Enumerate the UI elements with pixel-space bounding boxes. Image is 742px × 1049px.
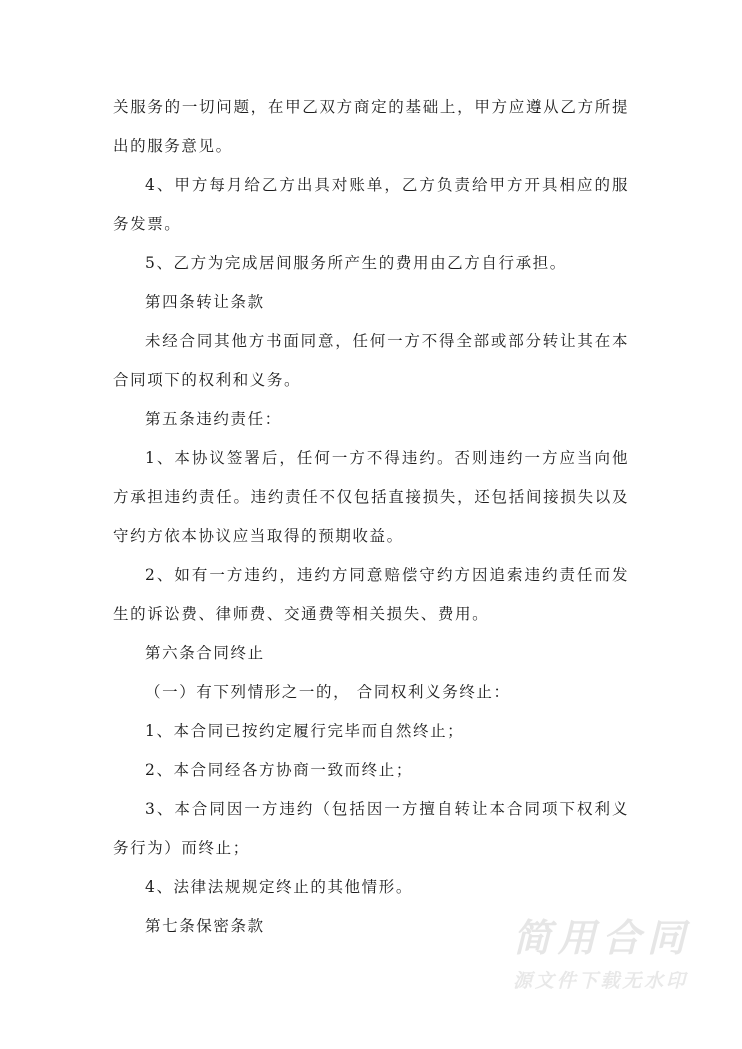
sub-heading-termination-conditions [113,673,628,712]
text-line: 守约方依本协议应当取得的预期收益。 [113,527,404,545]
text-line: 关服务的一切问题，在甲乙双方商定的基础上，甲方应遵从乙方所提 [113,98,628,116]
text-line: 4、甲方每月给乙方出具对账单，乙方负责给甲方开具相应的服 [145,176,628,194]
section-heading: 第四条转让条款 [145,293,265,311]
text-line: 未经合同其他方书面同意，任何一方不得全部或部分转让其在本 [145,332,628,350]
text-line: 2、如有一方违约，违约方同意赔偿守约方因追索违约责任而发 [145,566,628,584]
text-line: 出的服务意见。 [113,137,233,155]
list-item-5 [113,244,628,283]
list-item-breach-2 [113,556,628,634]
text-line: 1、本合同已按约定履行完毕而自然终止； [145,722,465,740]
text-line: 生的诉讼费、律师费、交通费等相关损失、费用。 [113,605,490,623]
text-line: 4、法律法规规定终止的其他情形。 [145,878,413,896]
text-line: 务发票。 [113,215,182,233]
sub-heading: （一）有下列情形之一的， 合同权利义务终止： [145,683,511,701]
paragraph-continuation [113,88,628,166]
paragraph-transfer [113,322,628,400]
text-line: 务行为）而终止； [113,839,250,857]
section-heading-transfer-clause [113,283,628,322]
watermark-brand: 简用合同 [513,916,685,960]
section-heading-termination [113,634,628,673]
list-item-termination-2 [113,751,628,790]
section-heading: 第七条保密条款 [145,917,265,935]
list-item-termination-3 [113,790,628,868]
list-item-breach-1 [113,439,628,556]
text-line: 2、本合同经各方协商一致而终止； [145,761,413,779]
text-line: 方承担违约责任。违约责任不仅包括直接损失，还包括间接损失以及 [113,488,628,506]
list-item-4 [113,166,628,244]
section-heading-breach-liability [113,400,628,439]
text-line: 合同项下的权利和义务。 [113,371,302,389]
text-line: 3、本合同因一方违约（包括因一方擅自转让本合同项下权利义 [145,800,628,818]
list-item-termination-4 [113,868,628,907]
section-heading: 第六条合同终止 [145,644,265,662]
document-body [113,88,628,946]
text-line: 5、乙方为完成居间服务所产生的费用由乙方自行承担。 [145,254,567,272]
text-line: 1、本协议签署后，任何一方不得违约。否则违约一方应当向他 [145,449,628,467]
watermark-tagline: 源文件下载无水印 [513,970,685,992]
list-item-termination-1 [113,712,628,751]
section-heading: 第五条违约责任： [145,410,282,428]
